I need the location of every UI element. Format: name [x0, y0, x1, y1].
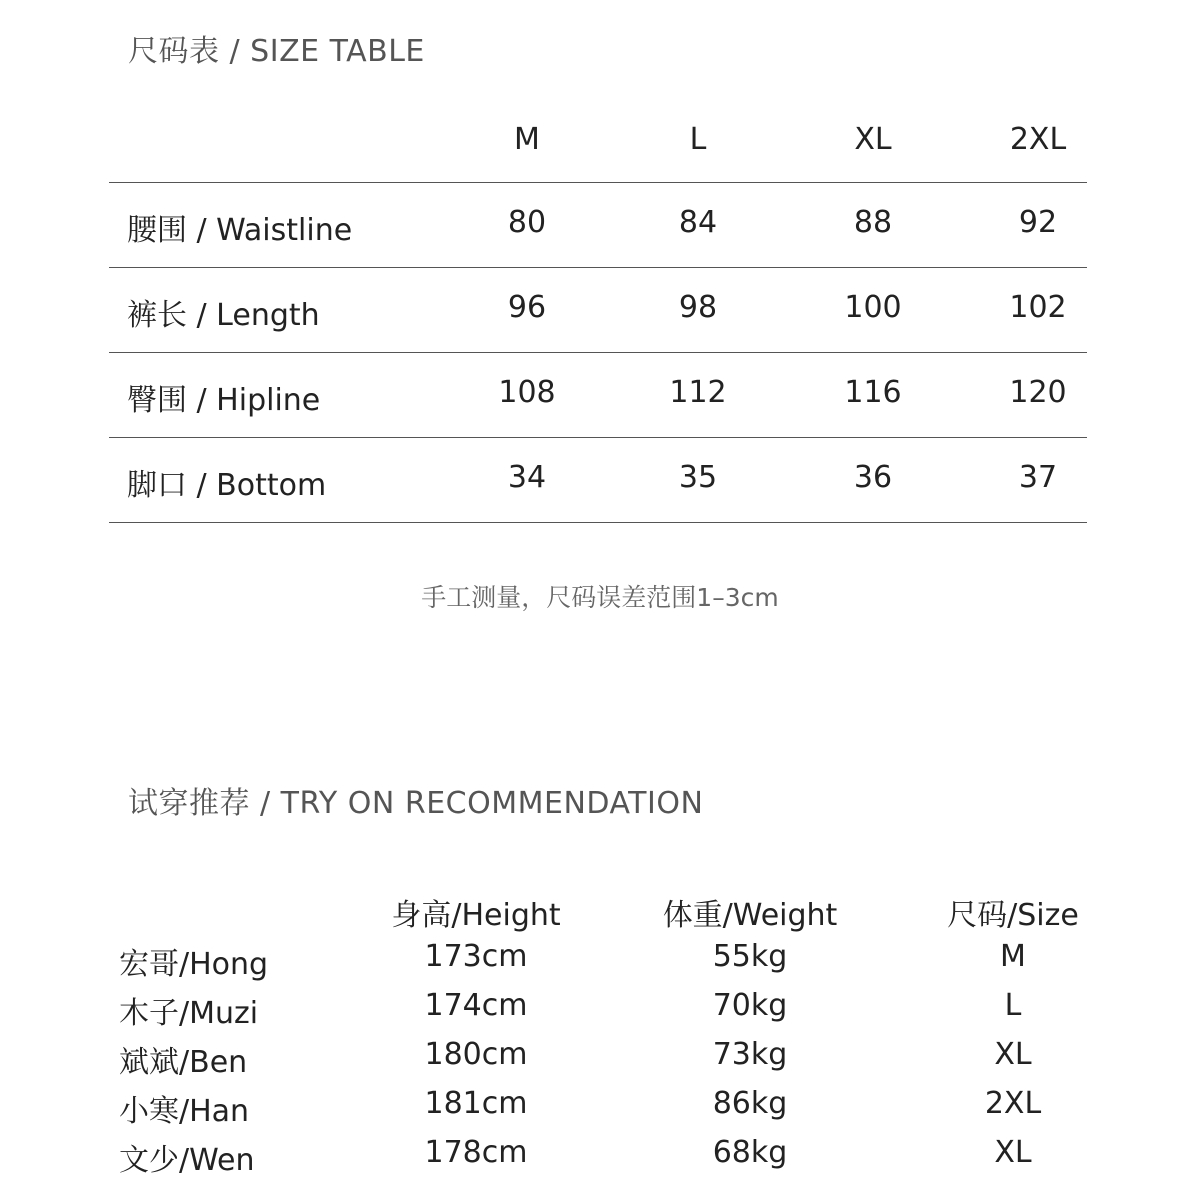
model-name: 文少/Wen: [119, 1143, 255, 1178]
size-cell: 34: [507, 460, 547, 495]
size-cell: 116: [844, 375, 902, 410]
model-size: 2XL: [984, 1086, 1042, 1121]
size-table: [109, 100, 1087, 523]
model-name: 木子/Muzi: [119, 996, 259, 1031]
recommendation-table: [0, 890, 1200, 1184]
recommendation-row: [0, 1086, 1200, 1135]
recommendation-row: [0, 988, 1200, 1037]
model-height: 173cm: [424, 939, 528, 974]
model-weight: 86kg: [712, 1086, 788, 1121]
size-cell: 98: [678, 290, 718, 325]
size-cell: 88: [853, 205, 893, 240]
header-size: 尺码/Size: [947, 898, 1079, 933]
model-name: 宏哥/Hong: [119, 947, 269, 982]
recommendation-header: [0, 890, 1200, 939]
model-height: 180cm: [424, 1037, 528, 1072]
size-header-l: L: [689, 122, 707, 157]
measurement-note: 手工测量，尺码误差范围1–3cm: [421, 583, 779, 612]
model-name: 小寒/Han: [119, 1094, 250, 1129]
size-header-xl: XL: [854, 122, 892, 157]
size-cell: 96: [507, 290, 547, 325]
model-size: L: [1004, 988, 1022, 1023]
size-cell: 92: [1018, 205, 1058, 240]
row-label: 腰围 / Waistline: [127, 213, 353, 248]
size-row-waistline: [109, 183, 1087, 268]
size-table-header: [109, 100, 1087, 183]
model-weight: 73kg: [712, 1037, 788, 1072]
size-cell: 102: [1009, 290, 1067, 325]
size-cell: 120: [1009, 375, 1067, 410]
model-height: 174cm: [424, 988, 528, 1023]
size-cell: 112: [669, 375, 727, 410]
model-height: 178cm: [424, 1135, 528, 1170]
row-label: 脚口 / Bottom: [127, 468, 327, 503]
size-table-title: 尺码表 / SIZE TABLE: [128, 34, 425, 69]
recommendation-row: [0, 1037, 1200, 1086]
recommendation-row: [0, 939, 1200, 988]
model-height: 181cm: [424, 1086, 528, 1121]
size-cell: 35: [678, 460, 718, 495]
size-cell: 36: [853, 460, 893, 495]
size-cell: 37: [1018, 460, 1058, 495]
model-name: 斌斌/Ben: [119, 1045, 248, 1080]
row-label: 裤长 / Length: [127, 298, 320, 333]
row-label: 臀围 / Hipline: [127, 383, 321, 418]
size-cell: 80: [507, 205, 547, 240]
model-size: XL: [994, 1135, 1032, 1170]
model-weight: 70kg: [712, 988, 788, 1023]
model-size: XL: [994, 1037, 1032, 1072]
model-weight: 55kg: [712, 939, 788, 974]
size-row-hipline: [109, 353, 1087, 438]
header-weight: 体重/Weight: [662, 898, 838, 933]
size-row-bottom: [109, 438, 1087, 523]
model-weight: 68kg: [712, 1135, 788, 1170]
size-cell: 100: [844, 290, 902, 325]
model-size: M: [1000, 939, 1026, 974]
size-cell: 108: [498, 375, 556, 410]
size-row-length: [109, 268, 1087, 353]
size-header-2xl: 2XL: [1009, 122, 1067, 157]
recommendation-title: 试穿推荐 / TRY ON RECOMMENDATION: [128, 786, 704, 821]
recommendation-row: [0, 1135, 1200, 1184]
size-cell: 84: [678, 205, 718, 240]
size-header-m: M: [514, 122, 540, 157]
header-height: 身高/Height: [391, 898, 561, 933]
